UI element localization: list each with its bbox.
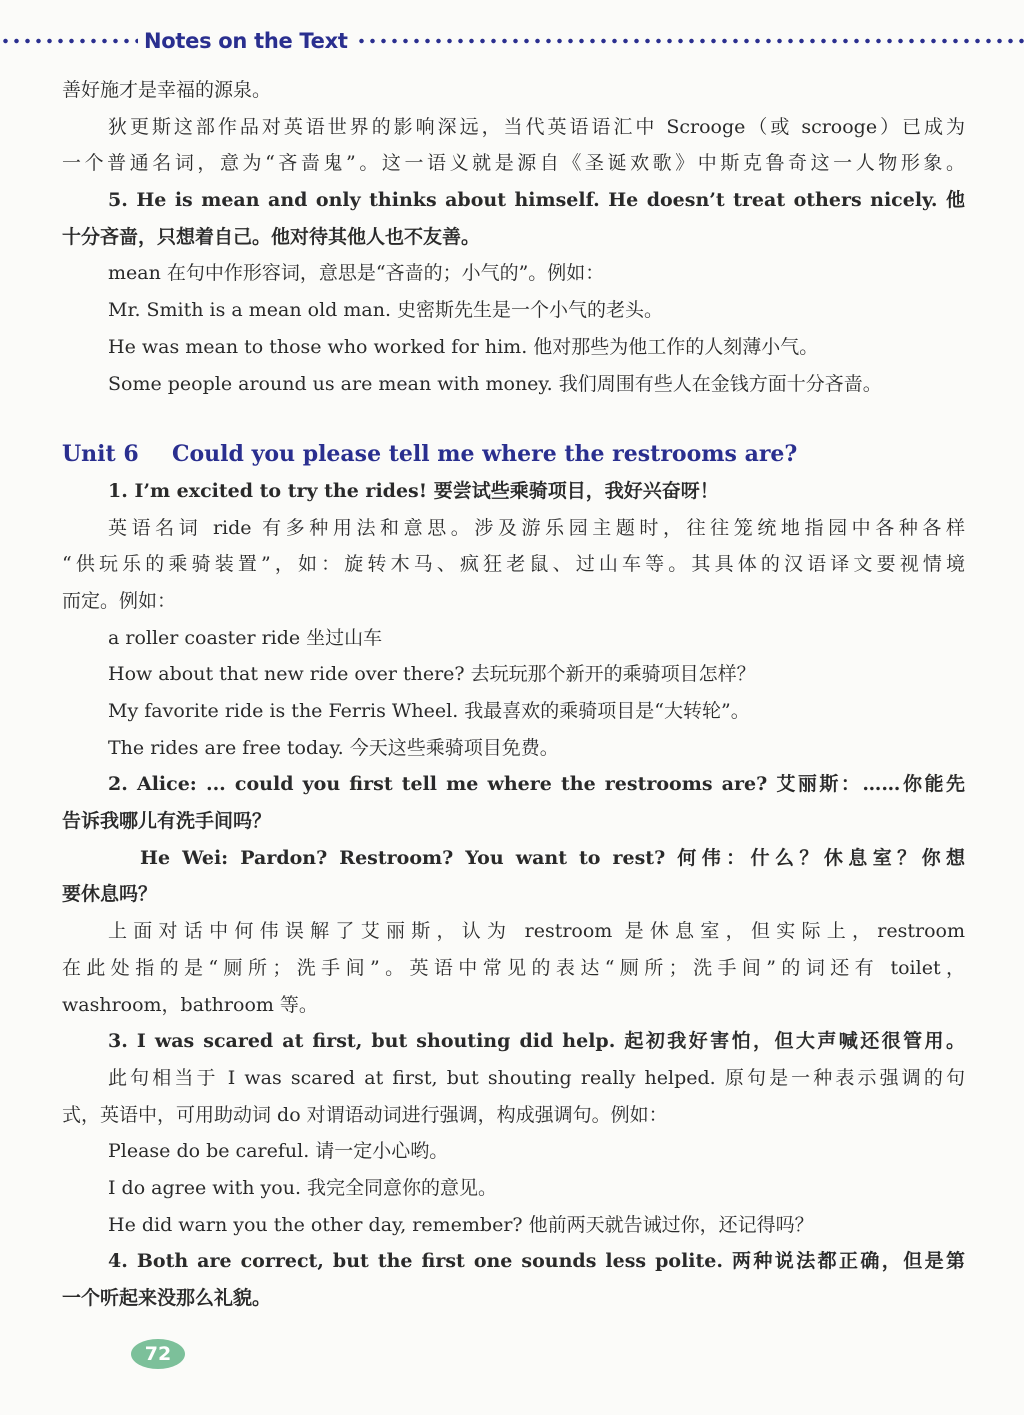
example-line: Mr. Smith is a mean old man. 史密斯先生是一个小气的老头。 [108,299,664,322]
example-line: Please do be careful. 请一定小心哟。 [108,1140,449,1163]
example-line: I do agree with you. 我完全同意你的意见。 [108,1176,498,1199]
text-line: 一个普通名词，意为“吝啬鬼”。这一语义就是源自《圣诞欢歌》中斯克鲁奇这一人物形象。 [62,152,965,175]
page-body [62,72,965,1317]
text-line: 狄更斯这部作品对英语世界的影响深远，当代英语语汇中 Scrooge（或 scrooge）已成为 [108,115,965,138]
unit-title: Could you please tell me where the restrooms are? [172,441,798,468]
example-line: He did warn you the other day, remember? 他前两天就告诫过你，还记得吗？ [108,1213,814,1236]
text-line: 上面对话中何伟误解了艾丽斯，认为 restroom 是休息室，但实际上，restroom [108,920,965,943]
example-line: a roller coaster ride 坐过山车 [108,626,383,649]
note-heading: 一个听起来没那么礼貌。 [62,1287,272,1309]
text-line: 英语名词 ride 有多种用法和意思。涉及游乐园主题时，往往笼统地指园中各种各样 [108,516,965,539]
unit-number: Unit 6 [62,441,139,468]
note-heading: 1. I’m excited to try the rides! 要尝试些乘骑项目，我好兴奋呀！ [108,479,719,502]
note-heading: 要休息吗？ [62,883,158,906]
note-heading: 5. He is mean and only thinks about himself. He doesn’t treat others nicely. 他 [108,189,965,212]
note-heading: 2. Alice: ... could you first tell me where the restrooms are? 艾丽斯：……你能先 [108,773,965,796]
header-dots-right [356,38,1024,44]
page-number: 72 [131,1339,185,1369]
unit-heading [62,436,965,473]
example-line: My favorite ride is the Ferris Wheel. 我最喜欢的乘骑项目是“大转轮”。 [108,700,750,722]
example-line: How about that new ride over there? 去玩玩那个新开的乘骑项目怎样？ [108,663,756,686]
running-header [0,26,1024,56]
text-line: 式，英语中，可用助动词 do 对谓语动词进行强调，构成强调句。例如： [62,1103,668,1126]
example-line: He was mean to those who worked for him. 他对那些为他工作的人刻薄小气。 [108,335,819,358]
note-heading: 3. I was scared at first, but shouting did help. 起初我好害怕，但大声喊还很管用。 [108,1030,965,1053]
note-heading: 4. Both are correct, but the first one sounds less polite. 两种说法都正确，但是第 [108,1250,965,1273]
text-line: 在此处指的是“厕所；洗手间”。英语中常见的表达“厕所；洗手间”的词还有 toilet， [62,956,965,979]
example-line: Some people around us are mean with money. 我们周围有些人在金钱方面十分吝啬。 [108,372,882,395]
header-title: Notes on the Text [144,29,348,53]
text-line: “供玩乐的乘骑装置”，如：旋转木马、疯狂老鼠、过山车等。其具体的汉语译文要视情境 [62,553,965,576]
text-line: 此句相当于 I was scared at first, but shouting really helped. 原句是一种表示强调的句 [108,1066,965,1089]
text-line: mean 在句中作形容词，意思是“吝啬的；小气的”。例如： [108,262,605,285]
note-heading: 告诉我哪儿有洗手间吗？ [62,810,272,833]
example-line: The rides are free today. 今天这些乘骑项目免费。 [108,736,559,759]
header-dots-left [0,38,138,44]
text-line: 而定。例如： [62,589,177,612]
note-heading: He Wei: Pardon? Restroom? You want to rest? 何伟：什么？休息室？你想 [140,846,965,869]
text-line: 善好施才是幸福的源泉。 [62,79,272,101]
note-heading: 十分吝啬，只想着自己。他对待其他人也不友善。 [62,225,481,248]
text-line: washroom，bathroom 等。 [62,993,318,1016]
